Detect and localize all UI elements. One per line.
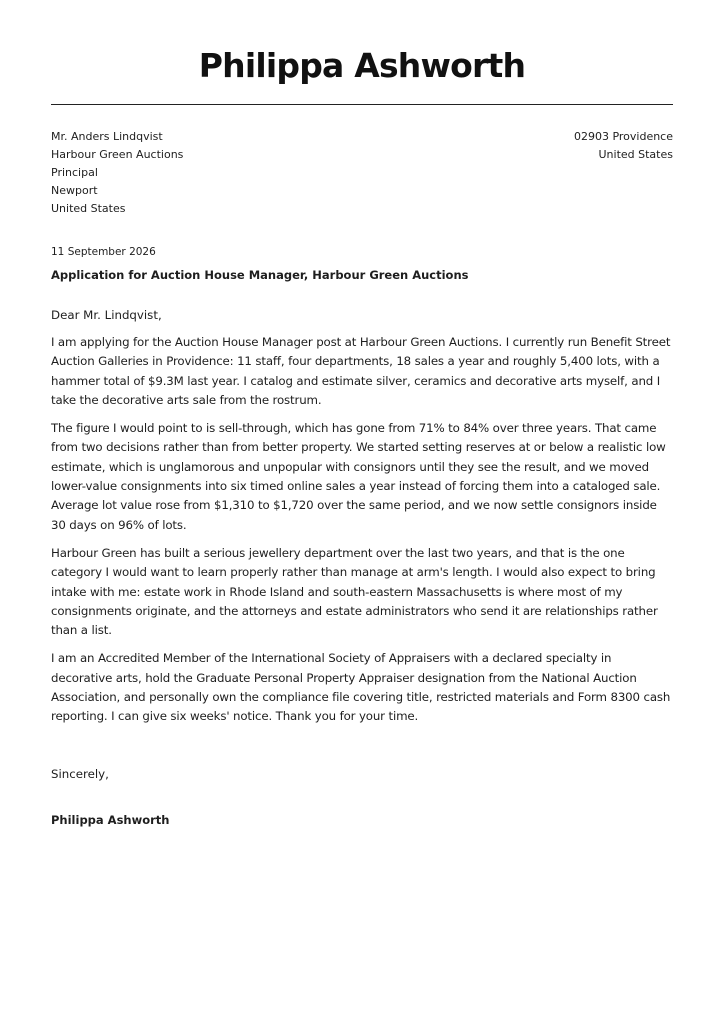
recipient-city: Newport bbox=[51, 184, 98, 197]
letter-salutation: Dear Mr. Lindqvist, bbox=[51, 308, 162, 322]
recipient-name: Mr. Anders Lindqvist bbox=[51, 130, 163, 143]
recipient-company: Harbour Green Auctions bbox=[51, 148, 184, 161]
letter-signature: Philippa Ashworth bbox=[51, 813, 170, 827]
body-paragraph-1: I am applying for the Auction House Manager post at Harbour Green Auctions. I currently run Benefit Street Auction Galleries in Providence: 11 staff, four departments, 18 sales a year and roughly 5,400 lots, with a hammer total of $9.3M last year. I catalog and estimate silver, ceramics and decorative arts myself, and I take the decorative arts sale from the rostrum. bbox=[51, 335, 671, 407]
letter-date: 11 September 2026 bbox=[51, 246, 156, 258]
applicant-name-heading: Philippa Ashworth bbox=[198, 46, 526, 85]
letter-body bbox=[51, 333, 675, 736]
sender-country: United States bbox=[598, 148, 673, 161]
sender-postcode-city: 02903 Providence bbox=[573, 130, 673, 143]
header-divider bbox=[51, 104, 673, 105]
letter-closing: Sincerely, bbox=[51, 767, 109, 781]
body-paragraph-4: I am an Accredited Member of the International Society of Appraisers with a declared specialty in decorative arts, hold the Graduate Personal Property Appraiser designation from the National Auction Association, and personally own the compliance file covering title, restricted materials and Form 8300 cash reporting. I can give six weeks' notice. Thank you for your time. bbox=[51, 651, 671, 724]
recipient-title: Principal bbox=[51, 166, 98, 179]
recipient-country: United States bbox=[51, 202, 126, 215]
letter-subject: Application for Auction House Manager, Harbour Green Auctions bbox=[51, 268, 469, 282]
recipient-address-block bbox=[51, 128, 183, 218]
body-paragraph-3: Harbour Green has built a serious jewellery department over the last two years, and that is the one category I would want to learn properly rather than manage at arm's length. I would also expect to bring intake with me: estate work in Rhode Island and south-eastern Massachusetts is where most of my consignments originate, and the attorneys and estate administrators who send it are relationships rather than a list. bbox=[51, 545, 658, 638]
body-paragraph-2: The figure I would point to is sell-through, which has gone from 71% to 84% over three years. That came from two decisions rather than from better property. We started setting reserves at or below a realistic low estimate, which is unglamorous and unpopular with consignors until they see the result, and we moved lower-value consignments into six timed online sales a year instead of forcing them into a cataloged sale. Average lot value rose from $1,310 to $1,720 over the same period, and we now settle consignors inside 30 days on 96% of lots. bbox=[51, 421, 666, 532]
sender-address-block bbox=[574, 128, 673, 164]
